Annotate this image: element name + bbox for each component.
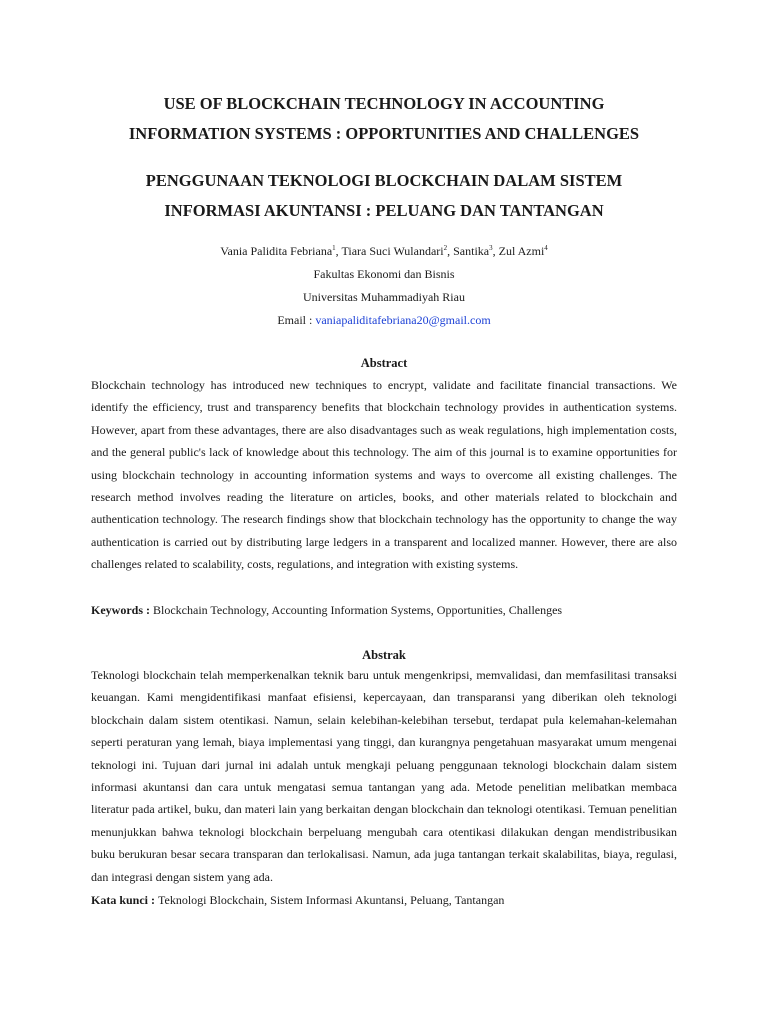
- keywords-label: Keywords :: [91, 603, 153, 617]
- english-title-line-1: USE OF BLOCKCHAIN TECHNOLOGY IN ACCOUNTING: [163, 94, 605, 113]
- university-affiliation: Universitas Muhammadiyah Riau: [303, 290, 465, 304]
- indonesian-title-line-1: PENGGUNAAN TEKNOLOGI BLOCKCHAIN DALAM SISTEM: [145, 171, 623, 190]
- abstract-heading: Abstract: [360, 356, 408, 370]
- email-link[interactable]: vaniapaliditafebriana20@gmail.com: [315, 313, 491, 327]
- indonesian-title-line-2: INFORMASI AKUNTANSI : PELUANG DAN TANTANGAN: [164, 201, 604, 220]
- email-line: [60, 312, 708, 328]
- indonesian-title: [60, 166, 708, 226]
- abstract-body: Blockchain technology has introduced new techniques to encrypt, validate and facilitate financial transactions. We identify the efficiency, trust and transparency benefits that blockchain technology provides in authentication systems. However, apart from these advantages, there are also disadvantages such as weak regulations, high implementation costs, and the general public's lack of knowledge about this technology. The aim of this journal is to examine opportunities for using blockchain technology in accounting information systems and ways to overcome all existing challenges. The research method involves reading the literature on articles, books, and other materials related to blockchain and authentication technology. The research findings show that blockchain technology has the opportunity to change the way authentication is carried out by distributing large ledgers in a transparent and localized manner. However, there are also challenges related to scalability, costs, regulations, and integration with existing systems.: [91, 378, 677, 572]
- abstrak-keywords: [91, 892, 677, 908]
- email-label: Email :: [277, 313, 316, 327]
- english-title-line-2: INFORMATION SYSTEMS : OPPORTUNITIES AND CHALLENGES: [128, 124, 640, 143]
- author-name: Tiara Suci Wulandari: [341, 244, 444, 258]
- author-separator: ,: [335, 244, 342, 258]
- author-affiliation-mark: 1: [332, 244, 336, 252]
- author-affiliation-mark: 4: [544, 244, 548, 252]
- abstrak-heading: Abstrak: [362, 648, 406, 662]
- author-affiliation-mark: 2: [443, 244, 448, 252]
- author-affiliation-mark: 3: [489, 244, 493, 252]
- author-list: [60, 243, 708, 259]
- keywords-text: Blockchain Technology, Accounting Information Systems, Opportunities, Challenges: [153, 603, 563, 617]
- abstrak-body: Teknologi blockchain telah memperkenalkan teknik baru untuk mengenkripsi, memvalidasi, dan memfasilitasi transaksi keuangan. Kami mengidentifikasi manfaat efisiensi, kepercayaan, dan transparansi yang diberikan oleh teknologi blockchain dalam sistem otentikasi. Namun, selain kelebihan-kelebihan tersebut, terdapat pula kelemahan-kelemahan seperti peraturan yang lemah, biaya implementasi yang tinggi, dan kurangnya pengetahuan masyarakat umum mengenai teknologi ini. Tujuan dari jurnal ini adalah untuk mengkaji peluang penggunaan teknologi blockchain dalam sistem informasi akuntansi dan cara untuk mengatasi semua tantangan yang ada. Metode penelitian melibatkan membaca literatur pada artikel, buku, dan materi lain yang berkaitan dengan blockchain dan teknologi otentikasi. Temuan penelitian menunjukkan bahwa teknologi blockchain berpeluang mengubah cara otentikasi dilakukan dengan mendistribusikan buku berukuran besar secara transparan dan terlokalisasi. Namun, ada juga tantangan terkait skalabilitas, biaya, regulasi, dan integrasi dengan sistem yang ada.: [91, 668, 677, 884]
- author-name: Vania Palidita Febriana: [220, 244, 333, 258]
- kata-kunci-label: Kata kunci :: [91, 893, 159, 907]
- author-name: Santika: [453, 244, 490, 258]
- author-separator: ,: [447, 244, 454, 258]
- english-title: [60, 89, 708, 149]
- author-separator: ,: [492, 244, 499, 258]
- faculty-affiliation: Fakultas Ekonomi dan Bisnis: [313, 267, 455, 281]
- abstract-keywords: [91, 602, 677, 618]
- kata-kunci-text: Teknologi Blockchain, Sistem Informasi Akuntansi, Peluang, Tantangan: [158, 893, 505, 907]
- author-name: Zul Azmi: [498, 244, 545, 258]
